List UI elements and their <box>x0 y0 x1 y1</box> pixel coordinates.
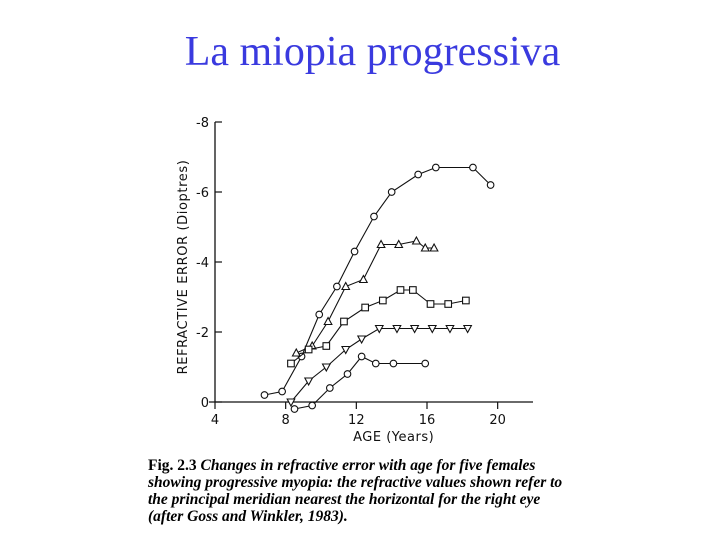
data-point <box>463 297 470 304</box>
data-point <box>288 360 295 367</box>
figure-label: Fig. 2.3 <box>148 457 197 474</box>
series-line <box>295 357 426 410</box>
data-point <box>397 287 404 294</box>
data-point <box>358 353 365 360</box>
data-point <box>427 301 434 308</box>
data-point <box>422 360 429 367</box>
series-circle-low <box>291 353 428 412</box>
data-point <box>371 213 378 220</box>
chart-axes <box>176 116 533 445</box>
x-axis-label: AGE (Years) <box>353 430 435 445</box>
x-tick-label: 4 <box>210 413 220 428</box>
x-tick-label: 12 <box>348 413 365 428</box>
data-point <box>351 248 358 255</box>
y-axis-label: REFRACTIVE ERROR (Dioptres) <box>176 159 191 375</box>
data-point <box>341 318 348 325</box>
data-point <box>358 336 366 343</box>
y-tick-label: -8 <box>196 116 209 131</box>
x-tick-label: 16 <box>418 413 436 428</box>
data-point <box>410 287 417 294</box>
data-point <box>261 392 268 399</box>
data-point <box>415 171 422 178</box>
data-point <box>292 349 300 356</box>
series-triangle-down <box>287 326 471 407</box>
series-line <box>291 329 468 403</box>
y-tick-label: -4 <box>196 256 209 271</box>
data-point <box>291 406 298 413</box>
data-point <box>372 360 379 367</box>
data-point <box>279 388 286 395</box>
data-point <box>344 371 351 378</box>
data-point <box>487 182 494 189</box>
chart-series <box>261 164 494 412</box>
data-point <box>324 318 332 325</box>
y-tick-label: -2 <box>196 326 209 341</box>
data-point <box>316 311 323 318</box>
data-point <box>470 164 477 171</box>
data-point <box>309 402 316 409</box>
data-point <box>433 164 440 171</box>
figure-caption <box>148 457 578 525</box>
data-point <box>360 276 368 283</box>
x-tick-label: 20 <box>489 413 506 428</box>
data-point <box>334 283 341 290</box>
figure-caption-text: Changes in refractive error with age for five females showing progressive myopia: the refractive values shown refer to the principal meridian nearest the horizontal for the right eye (after Goss and Winkler, 1983). <box>148 457 563 525</box>
data-point <box>413 237 421 244</box>
data-point <box>380 297 387 304</box>
series-triangle-up <box>292 237 437 356</box>
data-point <box>327 385 334 392</box>
data-point <box>362 304 369 311</box>
data-point <box>323 364 331 371</box>
data-point <box>323 343 330 350</box>
y-tick-label: 0 <box>200 396 209 411</box>
data-point <box>445 301 452 308</box>
data-point <box>390 360 397 367</box>
y-tick-label: -6 <box>196 186 209 201</box>
data-point <box>305 346 312 353</box>
data-point <box>388 189 395 196</box>
x-tick-label: 8 <box>281 413 290 428</box>
slide-title: La miopia progressiva <box>184 29 561 75</box>
myopia-chart <box>165 110 545 450</box>
